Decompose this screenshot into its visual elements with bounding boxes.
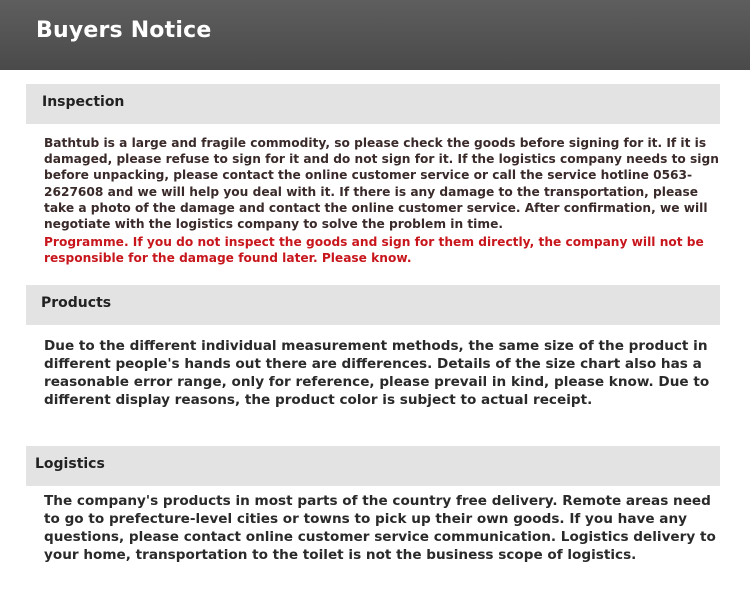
page-title: Buyers Notice	[36, 18, 212, 43]
section-header-inspection	[26, 84, 720, 124]
section-header-logistics	[26, 446, 720, 486]
section-title-products: Products	[41, 295, 112, 311]
inspection-text: Bathtub is a large and fragile commodity, so please check the goods before signing for it. If it is damaged, please refuse to sign for it and do not sign for it. If the logistics company needs to sign before unpacking, please contact the online customer service or call the service hotline 0563-2627608 and we will help you deal with it. If there is any damage to the transportation, please take a photo of the damage and contact the online customer service. After confirmation, we will negotiate with the logistics company to solve the problem in time.	[44, 136, 719, 232]
products-text: Due to the different individual measurement methods, the same size of the product in different people's hands out there are differences. Details of the size chart also has a reasonable error range, only for reference, please prevail in kind, please know. Due to different display reasons, the product color is subject to actual receipt.	[44, 338, 710, 408]
section-title-inspection: Inspection	[42, 94, 125, 110]
logistics-text: The company's products in most parts of the country free delivery. Remote areas need to go to prefecture-level cities or towns to pick up their own goods. If you have any questions, please contact online customer service communication. Logistics delivery to your home, transportation to the toilet is not the business scope of logistics.	[44, 493, 716, 563]
notice-header	[0, 0, 750, 70]
section-header-products	[26, 285, 720, 325]
section-title-logistics: Logistics	[35, 456, 105, 472]
inspection-warning-text: Programme. If you do not inspect the goods and sign for them directly, the company will not be responsible for the damage found later. Please know.	[44, 235, 704, 266]
